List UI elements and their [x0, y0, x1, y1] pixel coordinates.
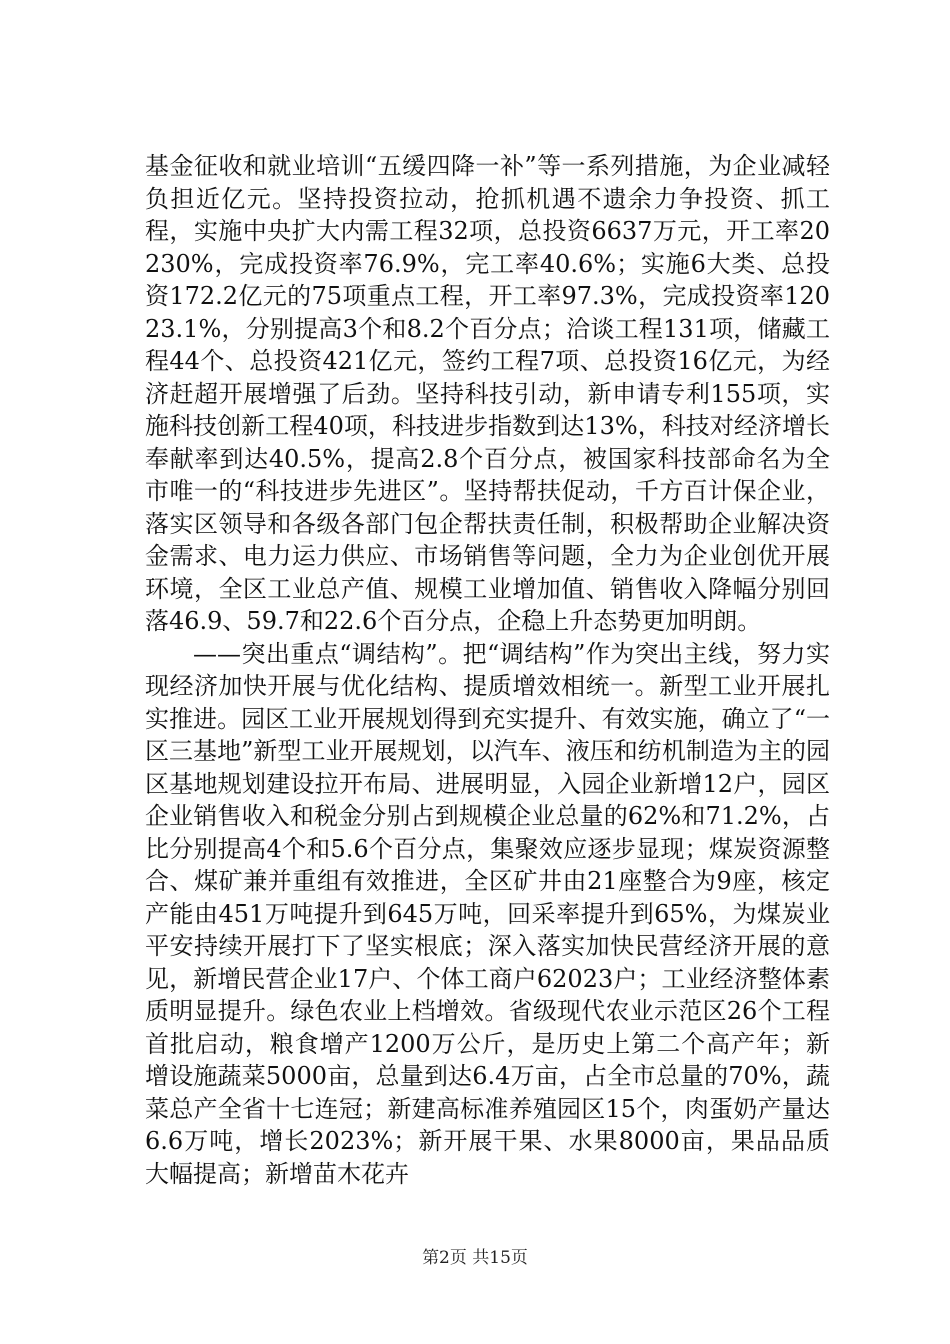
paragraph-2: ——突出重点“调结构”。把“调结构”作为突出主线，努力实现经济加快开展与优化结构、提质增效相统一。新型工业开展扎实推进。园区工业开展规划得到充实提升、有效实施，确立了“一区三基地”新型工业开展规划，以汽车、液压和纺机制造为主的园区基地规划建设拉开布局、进展明显，入园企业新增12户，园区企业销售收入和税金分别占到规模企业总量的62%和71.2%，占比分别提高4个和5.6个百分点，集聚效应逐步显现；煤炭资源整合、煤矿兼并重组有效推进，全区矿井由21座整合为9座，核定产能由451万吨提升到645万吨，回采率提升到65%，为煤炭业平安持续开展打下了坚实根底；深入落实加快民营经济开展的意见，新增民营企业17户、个体工商户62023户；工业经济整体素质明显提升。绿色农业上档增效。省级现代农业示范区26个工程首批启动，粮食增产1200万公斤，是历史上第二个高产年；新增设施蔬菜5000亩，总量到达6.4万亩，占全市总量的70%，蔬菜总产全省十七连冠；新建高标准养殖园区15个，肉蛋奶产量达6.6万吨，增长2023%；新开展干果、水果8000亩，果品品质大幅提高；新增苗木花卉: [145, 639, 830, 1188]
page-footer: [0, 1243, 950, 1268]
body-text: [145, 150, 830, 1190]
paragraph-1: 基金征收和就业培训“五缓四降一补”等一系列措施，为企业减轻负担近亿元。坚持投资拉动，抢抓机遇不遗余力争投资、抓工程，实施中央扩大内需工程32项，总投资6637万元，开工率20230%，完成投资率76.9%，完工率40.6%；实施6大类、总投资172.2亿元的75项重点工程，开工率97.3%，完成投资率12023.1%，分别提高3个和8.2个百分点；洽谈工程131项，储藏工程44个、总投资421亿元，签约工程7项、总投资16亿元，为经济赶超开展增强了后劲。坚持科技引动，新申请专利155项，实施科技创新工程40项，科技进步指数到达13%，科技对经济增长奉献率到达40.5%，提高2.8个百分点，被国家科技部命名为全市唯一的“科技进步先进区”。坚持帮扶促动，千方百计保企业，落实区领导和各级各部门包企帮扶责任制，积极帮助企业解决资金需求、电力运力供应、市场销售等问题，全力为企业创优开展环境，全区工业总产值、规模工业增加值、销售收入降幅分别回落46.9、59.7和22.6个百分点，企稳上升态势更加明朗。: [145, 152, 830, 635]
page-number: 第2页 共15页: [422, 1248, 528, 1268]
